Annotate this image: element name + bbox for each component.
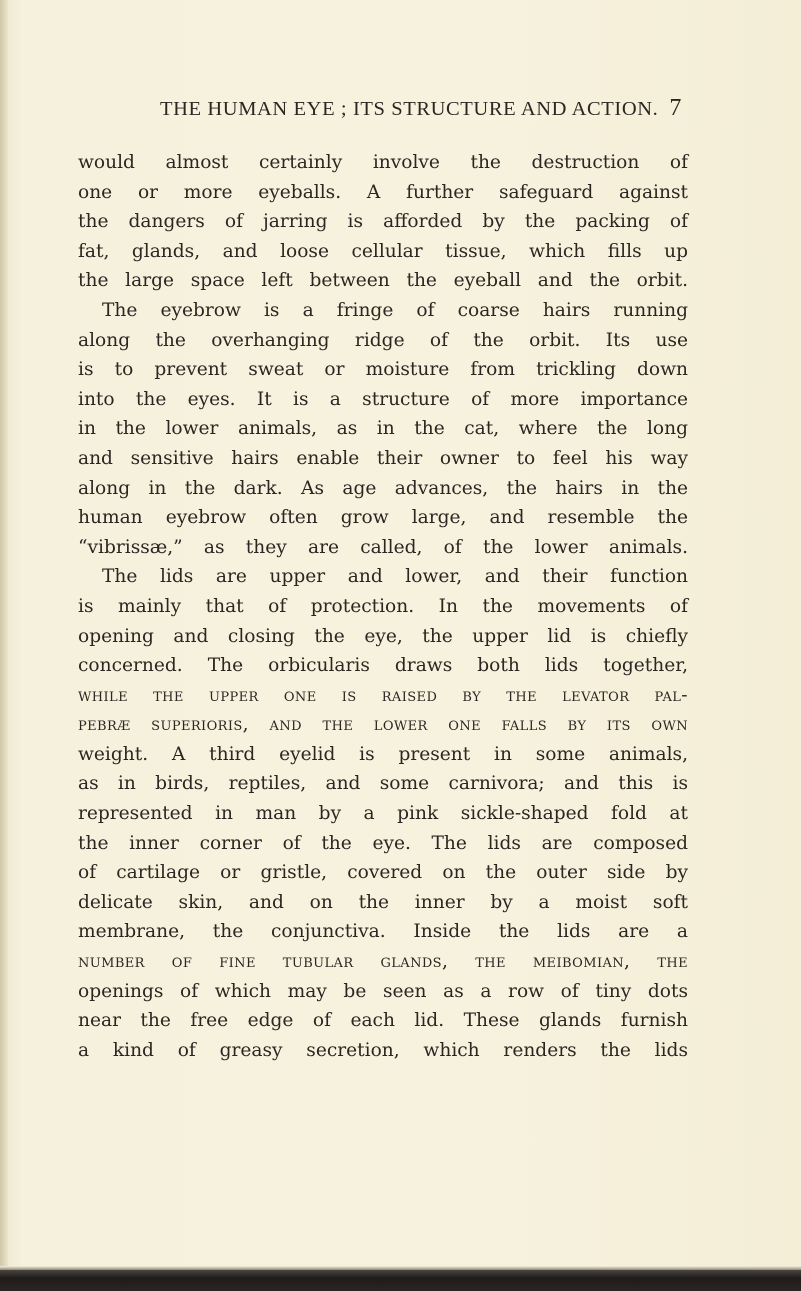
text-line: of cartilage or gristle, covered on the outer side by [78, 862, 688, 884]
text-line: concerned. The orbicularis draws both lids together, [78, 655, 688, 677]
text-line: The eyebrow is a fringe of coarse hairs running [102, 299, 688, 321]
text-line: and sensitive hairs enable their owner to feel his way [78, 447, 688, 469]
page-gutter-edge [0, 0, 8, 1291]
text-line: into the eyes. It is a structure of more importance [78, 388, 688, 410]
text-line: membrane, the conjunctiva. Inside the lids are a [78, 921, 688, 943]
text-line: the dangers of jarring is afforded by the packing of [78, 211, 688, 233]
text-line: the large space left between the eyeball and the orbit. [78, 270, 688, 292]
text-line: represented in man by a pink sickle-shaped fold at [78, 803, 688, 825]
text-line: in the lower animals, as in the cat, where the long [78, 418, 688, 440]
text-line: along the overhanging ridge of the orbit. Its use [78, 329, 688, 351]
text-line: while the upper one is raised by the levator pal- [78, 684, 688, 706]
text-line: near the free edge of each lid. These glands furnish [78, 1010, 688, 1032]
text-line: one or more eyeballs. A further safeguard against [78, 181, 688, 203]
text-line: along in the dark. As age advances, the hairs in the [78, 477, 688, 499]
text-line: weight. A third eyelid is present in some animals, [78, 743, 688, 765]
page-number: 7 [669, 95, 682, 121]
text-line: “vibrissæ,” as they are called, of the lower animals. [78, 536, 688, 558]
text-line: would almost certainly involve the destruction of [78, 152, 688, 173]
running-head-title: THE HUMAN EYE ; ITS STRUCTURE AND ACTION. [160, 98, 659, 120]
text-line: as in birds, reptiles, and some carnivora; and this is [78, 773, 688, 795]
text-line: a kind of greasy secretion, which renders the lids [78, 1039, 688, 1061]
text-line: opening and closing the eye, the upper lid is chiefly [78, 625, 688, 647]
body-text [78, 148, 688, 1065]
text-line: pebræ superioris, and the lower one falls by its own [78, 714, 688, 736]
text-line: human eyebrow often grow large, and resemble the [78, 507, 688, 529]
running-head [0, 95, 682, 122]
text-line: number of fine tubular glands, the meibomian, the [78, 951, 688, 973]
text-line: is mainly that of protection. In the movements of [78, 595, 688, 617]
text-line: The lids are upper and lower, and their function [102, 566, 688, 588]
text-line: openings of which may be seen as a row of tiny dots [78, 980, 688, 1002]
text-line: is to prevent sweat or moisture from trickling down [78, 359, 688, 381]
text-line: the inner corner of the eye. The lids are composed [78, 832, 688, 854]
text-line: delicate skin, and on the inner by a moist soft [78, 891, 688, 913]
text-line: fat, glands, and loose cellular tissue, which fills up [78, 240, 688, 262]
page-bottom-edge [0, 1270, 801, 1291]
